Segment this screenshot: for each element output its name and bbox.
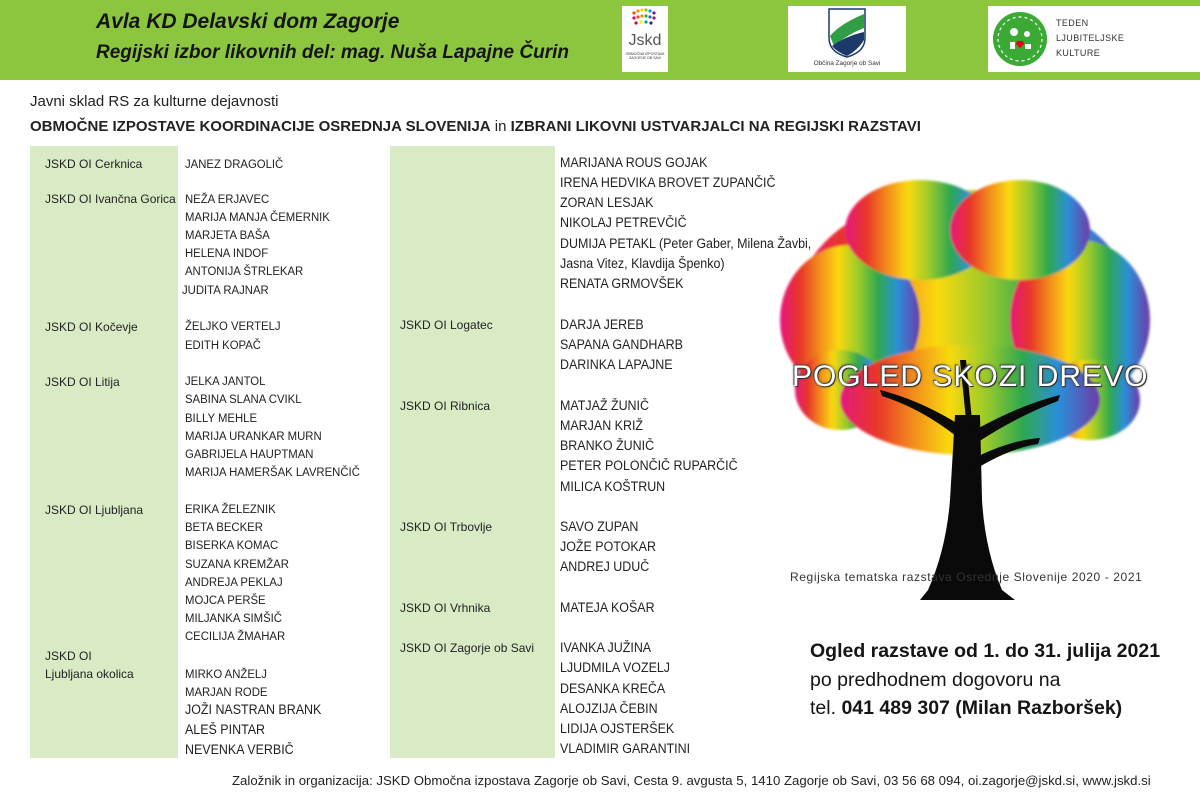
list-item: JELKA JANTOL bbox=[185, 374, 266, 388]
list-item: IRENA HEDVIKA BROVET ZUPANČIČ bbox=[560, 175, 776, 190]
list-item: MARIJA HAMERŠAK LAVRENČIČ bbox=[185, 465, 360, 479]
unit-cerknica: JSKD OI Cerknica bbox=[45, 157, 143, 171]
list-item: NEŽA ERJAVEC bbox=[185, 192, 270, 206]
list-item: DARJA JEREB bbox=[560, 317, 644, 332]
list-item: ALEŠ PINTAR bbox=[185, 722, 266, 737]
intro-bold-a: OBMOČNE IZPOSTAVE KOORDINACIJE OSREDNJA SLOVENIJA bbox=[30, 118, 491, 135]
teden-logo bbox=[988, 6, 1200, 72]
list-item: DUMIJA PETAKL (Peter Gaber, Milena Žavbi, bbox=[560, 236, 812, 251]
unit-ivancna-gorica: JSKD OI Ivančna Gorica bbox=[45, 192, 176, 206]
jskd-logo bbox=[622, 6, 668, 72]
intro-line-1: Javni sklad RS za kulturne dejavnosti bbox=[30, 93, 279, 110]
jskd-logo-subtext: OBMOČNA IZPOSTAVA ZAGORJE OB SAVI bbox=[625, 52, 665, 61]
footer-publisher: Založnik in organizacija: JSKD Območna izpostava Zagorje ob Savi, Cesta 9. avgusta 5, 1410 Zagorje ob Savi, 03 56 68 094, oi.zagorje@jskd.si, www.jskd.si bbox=[232, 773, 1151, 788]
list-item: JANEZ DRAGOLIČ bbox=[185, 157, 284, 171]
list-item: BILLY MEHLE bbox=[185, 411, 258, 425]
list-item: GABRIJELA HAUPTMAN bbox=[185, 447, 314, 461]
list-item: SUZANA KREMŽAR bbox=[185, 557, 289, 571]
exhibition-title: POGLED SKOZI DREVO bbox=[792, 360, 1149, 393]
list-item: LIDIJA OJSTERŠEK bbox=[560, 721, 675, 736]
exhibition-subtitle: Regijska tematska razstava Osrednje Slovenije 2020 - 2021 bbox=[790, 570, 1143, 584]
list-item: EDITH KOPAČ bbox=[185, 338, 261, 352]
list-item: ANTONIJA ŠTRLEKAR bbox=[185, 264, 304, 278]
jskd-dots-icon bbox=[622, 6, 668, 34]
list-item: NIKOLAJ PETREVČIČ bbox=[560, 215, 687, 230]
venue-title: Avla KD Delavski dom Zagorje bbox=[96, 10, 400, 33]
teden-line-3: KULTURE bbox=[1056, 48, 1101, 58]
list-item: HELENA INDOF bbox=[185, 246, 269, 260]
teden-circle-icon bbox=[990, 6, 1052, 72]
list-item: MIRKO ANŽELJ bbox=[185, 667, 267, 681]
unit-zagorje: JSKD OI Zagorje ob Savi bbox=[400, 641, 535, 655]
list-item: ERIKA ŽELEZNIK bbox=[185, 502, 276, 516]
list-item: MILICA KOŠTRUN bbox=[560, 479, 666, 494]
unit-ribnica: JSKD OI Ribnica bbox=[400, 399, 491, 413]
header-banner bbox=[0, 0, 1200, 80]
teden-line-1: TEDEN bbox=[1056, 18, 1089, 28]
obcina-logo bbox=[788, 6, 906, 72]
unit-trbovlje: JSKD OI Trbovlje bbox=[400, 520, 493, 534]
unit-ljubljana: JSKD OI Ljubljana bbox=[45, 503, 144, 517]
contact-prefix: tel. bbox=[810, 697, 842, 719]
viewing-dates: Ogled razstave od 1. do 31. julija 2021 bbox=[810, 640, 1161, 662]
list-item: Jasna Vitez, Klavdija Špenko) bbox=[560, 256, 725, 271]
list-item: BETA BECKER bbox=[185, 520, 263, 534]
municipality-crest-icon bbox=[788, 6, 906, 58]
teden-line-2: LJUBITELJSKE bbox=[1056, 33, 1125, 43]
list-item: MATJAŽ ŽUNIČ bbox=[560, 398, 650, 413]
list-item: SABINA SLANA CVIKL bbox=[185, 392, 302, 406]
list-item: ŽELJKO VERTELJ bbox=[185, 319, 281, 333]
list-item: ALOJZIJA ČEBIN bbox=[560, 701, 658, 716]
unit-ljubljana-okolica-a: JSKD OI bbox=[45, 649, 92, 663]
contact-phone: 041 489 307 (Milan Razboršek) bbox=[841, 697, 1123, 719]
list-item: MARIJA MANJA ČEMERNIK bbox=[185, 210, 330, 224]
viewing-contact bbox=[810, 697, 1122, 720]
list-item: JOŽE POTOKAR bbox=[560, 539, 656, 554]
list-item: BRANKO ŽUNIČ bbox=[560, 438, 655, 453]
intro-line-2 bbox=[30, 118, 921, 135]
unit-ljubljana-okolica-b: Ljubljana okolica bbox=[45, 667, 134, 681]
list-item: BISERKA KOMAC bbox=[185, 538, 279, 552]
list-item: ANDREJ UDUČ bbox=[560, 559, 650, 574]
list-item: ZORAN LESJAK bbox=[560, 195, 654, 210]
list-item: MARJAN KRIŽ bbox=[560, 418, 644, 433]
unit-logatec: JSKD OI Logatec bbox=[400, 318, 493, 332]
list-item: MARIJANA ROUS GOJAK bbox=[560, 155, 708, 170]
list-item: MARJAN RODE bbox=[185, 685, 268, 699]
list-item: ANDREJA PEKLAJ bbox=[185, 575, 283, 589]
tree-crown bbox=[780, 180, 1150, 455]
list-item: RENATA GRMOVŠEK bbox=[560, 276, 684, 291]
unit-vrhnika: JSKD OI Vrhnika bbox=[400, 601, 491, 615]
list-item: MOJCA PERŠE bbox=[185, 593, 266, 607]
list-item: DARINKA LAPAJNE bbox=[560, 357, 673, 372]
list-item: NEVENKA VERBIČ bbox=[185, 742, 294, 757]
list-item: MARJETA BAŠA bbox=[185, 228, 270, 242]
list-item: VLADIMIR GARANTINI bbox=[560, 741, 691, 756]
unit-kocevje: JSKD OI Kočevje bbox=[45, 320, 138, 334]
list-item: MILJANKA SIMŠIČ bbox=[185, 611, 282, 625]
selection-subtitle: Regijski izbor likovnih del: mag. Nuša Lapajne Čurin bbox=[96, 42, 569, 63]
list-item: JUDITA RAJNAR bbox=[182, 283, 269, 297]
list-item: DESANKA KREČA bbox=[560, 681, 666, 696]
list-item: SAPANA GANDHARB bbox=[560, 337, 683, 352]
list-item: CECILIJA ŽMAHAR bbox=[185, 629, 286, 643]
list-item: IVANKA JUŽINA bbox=[560, 640, 652, 655]
list-item: SAVO ZUPAN bbox=[560, 519, 639, 534]
list-item: JOŽI NASTRAN BRANK bbox=[185, 702, 322, 717]
intro-bold-b: IZBRANI LIKOVNI USTVARJALCI NA REGIJSKI RAZSTAVI bbox=[510, 118, 921, 135]
list-item: MATEJA KOŠAR bbox=[560, 600, 655, 615]
list-item: PETER POLONČIČ RUPARČIČ bbox=[560, 458, 738, 473]
intro-connector: in bbox=[490, 118, 511, 135]
obcina-caption: Občina Zagorje ob Savi bbox=[813, 60, 881, 67]
list-item: LJUDMILA VOZELJ bbox=[560, 660, 671, 675]
list-item: MARIJA URANKAR MURN bbox=[185, 429, 322, 443]
jskd-logo-text: Jskd bbox=[628, 32, 662, 49]
viewing-note: po predhodnem dogovoru na bbox=[810, 669, 1061, 691]
unit-litija: JSKD OI Litija bbox=[45, 375, 120, 389]
